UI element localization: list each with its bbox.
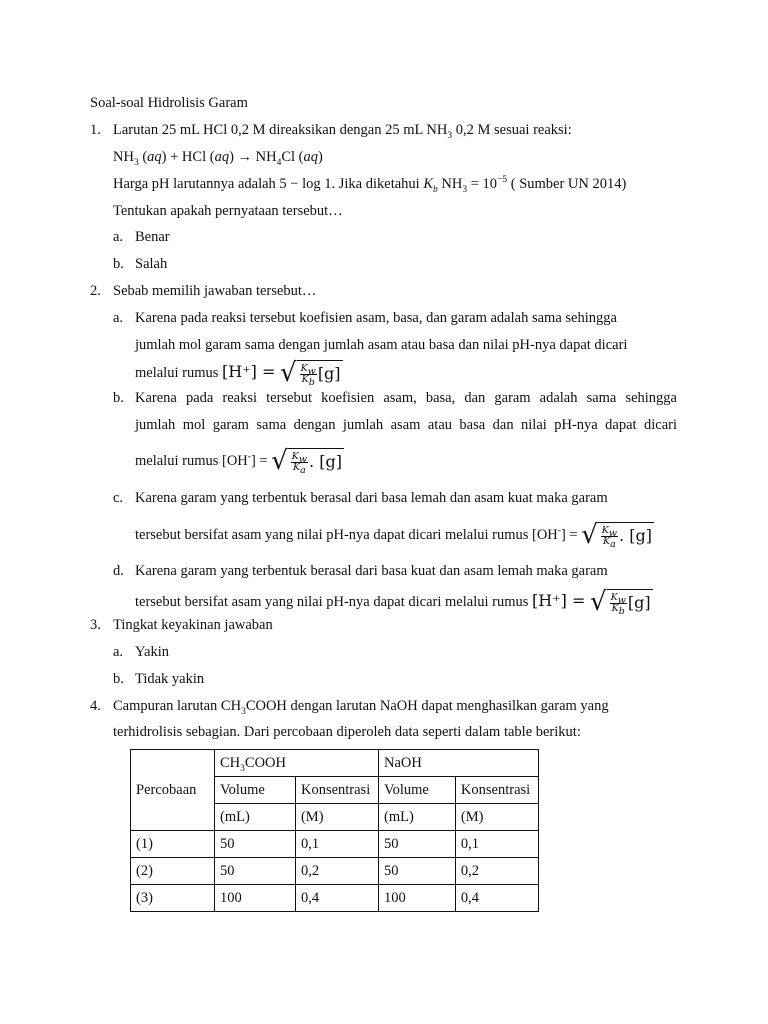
cell-acid-conc: 0,4 bbox=[295, 885, 378, 912]
q3-option-b-letter: b. bbox=[113, 671, 124, 687]
q1-statement: Larutan 25 mL HCl 0,2 M direaksikan dengan 25 mL $NH_3$ 0,2 M sesuai reaksi: bbox=[113, 122, 572, 141]
q3-option-a-letter: a. bbox=[113, 644, 124, 660]
q4-line2: terhidrolisis sebagian. Dari percobaan diperoleh data seperti dalam table berikut: bbox=[113, 724, 581, 740]
cell-trial: (3) bbox=[131, 885, 215, 912]
header-acid-konsentrasi: Konsentrasi bbox=[295, 777, 378, 804]
q4-line1: Campuran larutan $CH_3COOH$ dengan larutan NaOH dapat menghasilkan garam yang bbox=[113, 698, 609, 717]
q1-option-b[interactable]: Salah bbox=[135, 256, 168, 272]
header-base-konsentrasi-unit: (M) bbox=[455, 804, 538, 831]
q3-option-b[interactable]: Tidak yakin bbox=[135, 671, 205, 687]
q1-option-a[interactable]: Benar bbox=[135, 229, 170, 245]
q1-option-b-letter: b. bbox=[113, 256, 124, 272]
cell-trial: (2) bbox=[131, 858, 215, 885]
table-row bbox=[131, 885, 539, 912]
q4-number: 4. bbox=[90, 698, 101, 714]
q2-option-b-line2[interactable]: jumlah mol garam sama dengan jumlah asam atau basa dan nilai pH-nya dapat dicari bbox=[135, 417, 677, 433]
cell-acid-vol: 100 bbox=[215, 885, 296, 912]
header-acid-volume-unit: (mL) bbox=[215, 804, 296, 831]
cell-acid-vol: 50 bbox=[215, 831, 296, 858]
q2-option-a-line3[interactable]: melalui rumus [H⁺] = √ $\frac{K_w}{K_b}$ [g] bbox=[135, 358, 341, 388]
cell-base-vol: 50 bbox=[379, 831, 456, 858]
header-base-volume: Volume bbox=[379, 777, 456, 804]
q2-number: 2. bbox=[90, 283, 101, 299]
cell-acid-conc: 0,2 bbox=[295, 858, 378, 885]
table-row bbox=[131, 858, 539, 885]
header-acid: $CH_3COOH$ bbox=[215, 750, 379, 777]
q2-option-c-line2[interactable]: tersebut bersifat asam yang nilai pH-nya dapat dicari melalui rumus [OH-] = √ $\frac{K_w}{K_a}$ . [g] bbox=[135, 520, 652, 550]
q3-number: 3. bbox=[90, 617, 101, 633]
header-acid-konsentrasi-unit: (M) bbox=[295, 804, 378, 831]
q2-option-d-line2[interactable]: tersebut bersifat asam yang nilai pH-nya dapat dicari melalui rumus [H⁺] = √ $\frac{K_w}{K_b}$ [g] bbox=[135, 587, 651, 617]
q2-option-c-letter: c. bbox=[113, 490, 124, 506]
q1-reaction: $NH_3$ (aq) + HCl $(aq) \to NH_4Cl$ (aq) bbox=[113, 149, 323, 168]
q2-option-a-letter: a. bbox=[113, 310, 124, 326]
formula-h-kb-d: [H⁺] = √ $\frac{K_w}{K_b}$ [g] bbox=[532, 587, 651, 617]
header-acid-volume: Volume bbox=[215, 777, 296, 804]
header-base-volume-unit: (mL) bbox=[379, 804, 456, 831]
page-title: Soal-soal Hidrolisis Garam bbox=[90, 95, 248, 111]
q2-option-a-line1[interactable]: Karena pada reaksi tersebut koefisien asam, basa, dan garam adalah sama sehingga bbox=[135, 310, 617, 326]
q2-option-b-line3[interactable]: melalui rumus [OH-] = √ $\frac{K_w}{K_a}$ . [g] bbox=[135, 446, 342, 476]
cell-acid-vol: 50 bbox=[215, 858, 296, 885]
cell-base-conc: 0,4 bbox=[455, 885, 538, 912]
formula-h-kb: [H⁺] = √ $\frac{K_w}{K_b}$ [g] bbox=[222, 358, 341, 388]
q1-prompt: Tentukan apakah pernyataan tersebut… bbox=[113, 203, 343, 219]
cell-acid-conc: 0,1 bbox=[295, 831, 378, 858]
q1-ph-info: Harga pH larutannya adalah 5 − log 1. Jika diketahui $K_b$ $NH_3 = 10^{-5}$ ( Sumber UN 2014) bbox=[113, 175, 627, 195]
cell-base-conc: 0,1 bbox=[455, 831, 538, 858]
q2-option-d-line1[interactable]: Karena garam yang terbentuk berasal dari basa kuat dan asam lemah maka garam bbox=[135, 563, 608, 579]
q1-option-a-letter: a. bbox=[113, 229, 124, 245]
q2-prompt: Sebab memilih jawaban tersebut… bbox=[113, 283, 317, 299]
q3-prompt: Tingkat keyakinan jawaban bbox=[113, 617, 273, 633]
header-base-konsentrasi: Konsentrasi bbox=[455, 777, 538, 804]
cell-base-vol: 50 bbox=[379, 858, 456, 885]
q2-option-d-letter: d. bbox=[113, 563, 124, 579]
header-percobaan: Percobaan bbox=[131, 750, 215, 831]
cell-trial: (1) bbox=[131, 831, 215, 858]
q2-option-b-line1[interactable]: Karena pada reaksi tersebut koefisien asam, basa, dan garam adalah sama sehingga bbox=[135, 390, 677, 406]
cell-base-vol: 100 bbox=[379, 885, 456, 912]
q3-option-a[interactable]: Yakin bbox=[135, 644, 169, 660]
formula-oh-ka: √ $\frac{K_w}{K_a}$ . [g] bbox=[271, 446, 342, 476]
q1-number: 1. bbox=[90, 122, 101, 138]
q2-option-a-line2[interactable]: jumlah mol garam sama dengan jumlah asam atau basa dan nilai pH-nya dapat dicari bbox=[135, 337, 628, 353]
table-row bbox=[131, 831, 539, 858]
formula-oh-ka-c: √ $\frac{K_w}{K_a}$ . [g] bbox=[581, 520, 652, 550]
cell-base-conc: 0,2 bbox=[455, 858, 538, 885]
header-base: NaOH bbox=[379, 750, 539, 777]
q2-option-c-line1[interactable]: Karena garam yang terbentuk berasal dari basa lemah dan asam kuat maka garam bbox=[135, 490, 608, 506]
q2-option-b-letter: b. bbox=[113, 390, 124, 406]
experiment-table bbox=[130, 749, 539, 912]
